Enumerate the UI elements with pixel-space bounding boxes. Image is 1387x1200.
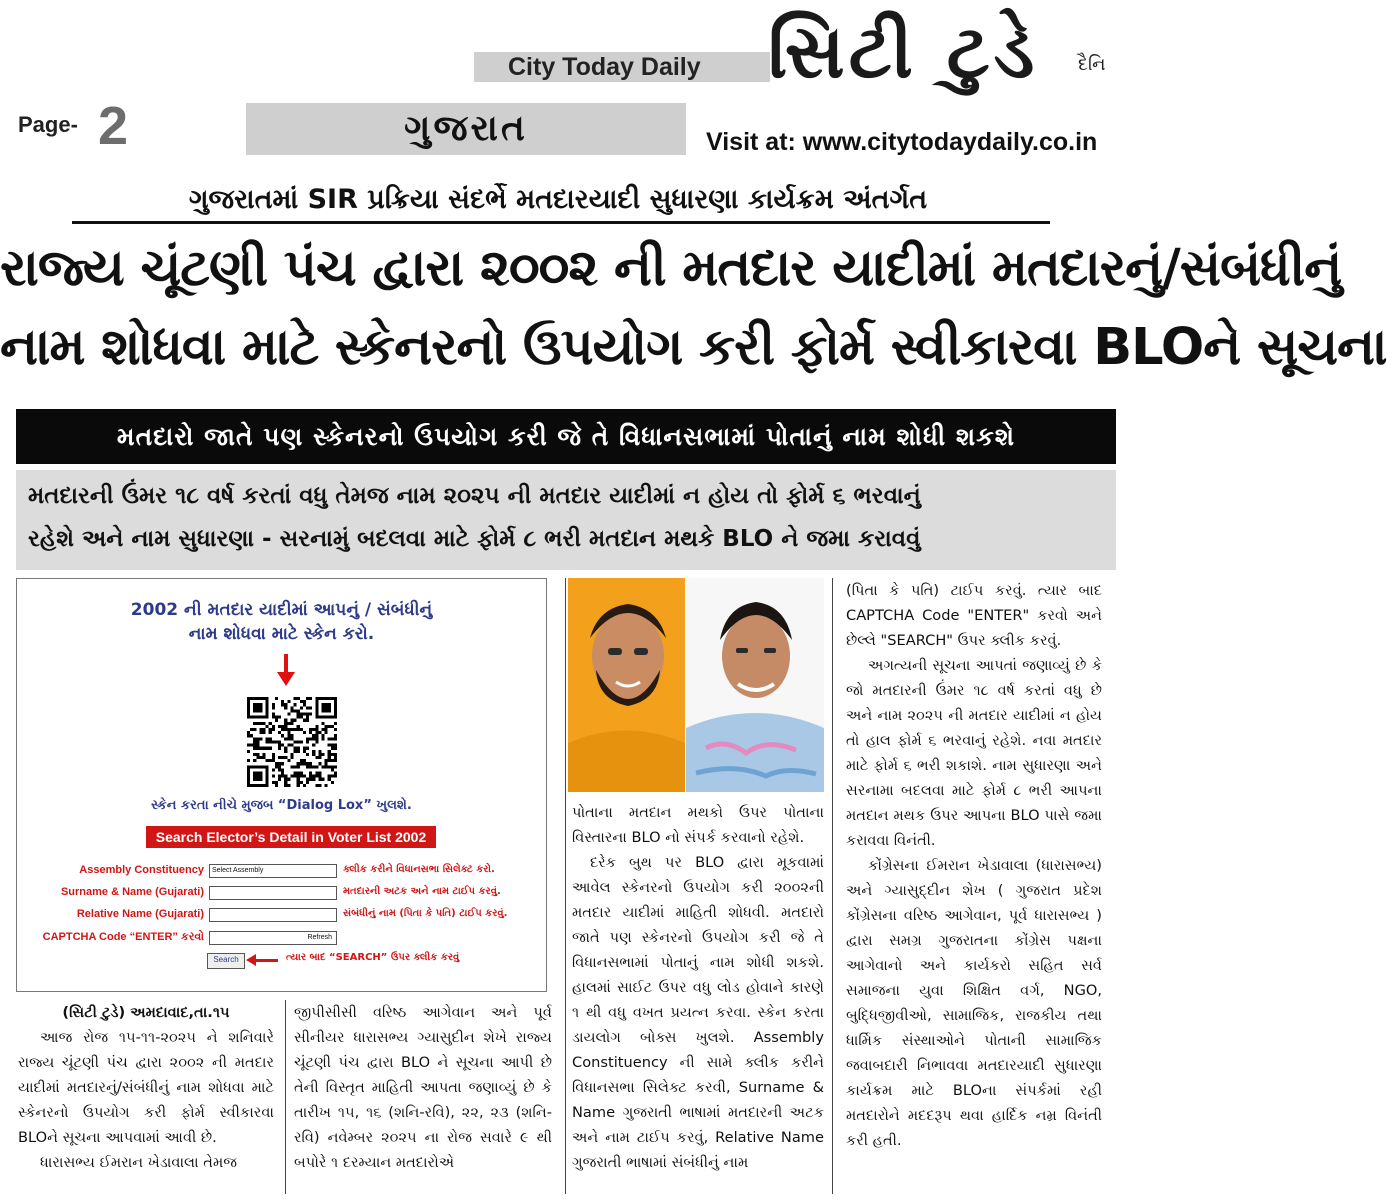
relative-name-input[interactable] [209, 908, 337, 922]
article-paragraph: આજ રોજ ૧૫-૧૧-૨૦૨૫ ને શનિવારે રાજ્ય ચૂંટણી પંચ દ્વારા ૨૦૦૨ ની મતદાર યાદીમાં મતદારનું/સંબંધીનું નામ શોધવા માટે સ્કેનરનો ઉપયોગ કરી ફોર્મ સ્વીકારવા BLOને સૂચના આપવામાં આવી છે. [18, 1029, 274, 1146]
brand-english: City Today Daily [508, 53, 701, 81]
article-column-1 [18, 1000, 274, 1175]
field-label-captcha: CAPTCHA Code “ENTER” કરવો [42, 931, 204, 943]
infographic-heading-line2: નામ શોધવા માટે સ્કેન કરો. [188, 624, 375, 644]
page-label: Page- [18, 112, 78, 137]
captcha-input[interactable]: Refresh [209, 931, 337, 945]
infographic-heading [16, 598, 547, 646]
website-link[interactable]: Visit at: www.citytodaydaily.co.in [706, 128, 1098, 156]
qr-code-icon[interactable] [247, 697, 337, 787]
deck-line1: મતદારની ઉંમર ૧૮ વર્ષ કરતાં વધુ તેમજ નામ ૨૦૨૫ ની મતદાર યાદીમાં ન હોય તો ફોર્મ ૬ ભરવાનું [28, 483, 921, 509]
article-paragraph: કોંગ્રેસના ઈમરાન ખેડાવાલા (ધારાસભ્ય) અને ગ્યાસુદ્દીન શેખ ( ગુજરાત પ્રદેશ કોંગ્રેસના વરિષ્ઠ આગેવાન, પૂર્વ ધારાસભ્ય ) દ્વારા સમગ્ર ગુજરાતના કોંગ્રેસ પક્ષના આગેવાનો અને કાર્યકરો સહિત સર્વ સમાજના યુવા શિક્ષિત વર્ગ, NGO, બુદ્ધિજીવીઓ, સામાજિક, રાજકીય તથા ધાર્મિક સંસ્થાઓને પોતાની સામાજિક જવાબદારી નિભાવવા મતદારયાદી સુધારણા કાર્યક્રમ માટે BLOના સંપર્કમાં રહી મતદારોને મદદરૂપ થવા હાર્દિક નમ્ર વિનંતી કરી હતી. [846, 857, 1102, 1149]
article-column-3 [572, 800, 824, 1175]
article-paragraph: ધારાસભ્ય ઈમરાન ખેડાવાલા તેમજ [40, 1154, 238, 1171]
brand-logo-gujarati: સિટી ટુડે [768, 9, 1039, 95]
page-number: 2 [98, 96, 129, 156]
field-label-assembly: Assembly Constituency [79, 864, 204, 876]
kicker-headline: ગુજરાતમાં SIR પ્રક્રિયા સંદર્ભે મતદારયાદી સુધારણા કાર્યક્રમ અંતર્ગત [188, 184, 928, 215]
assembly-select[interactable]: Select Assembly [209, 864, 337, 878]
strap-headline: મતદારો જાતે પણ સ્કેનરનો ઉપયોગ કરી જે તે વિધાનસભામાં પોતાનું નામ શોધી શકશે [16, 409, 1116, 464]
search-form-title: Search Elector’s Detail in Voter List 2002 [146, 826, 436, 848]
field-note-surname-name: મતદારની અટક અને નામ ટાઈપ કરવું. [343, 886, 501, 897]
main-headline-line2: નામ શોધવા માટે સ્કેનરનો ઉપયોગ કરી ફોર્મ સ્વીકારવા BLOને સૂચના [0, 318, 1387, 377]
surname-name-input[interactable] [209, 886, 337, 900]
article-paragraph: અગત્યની સૂચના આપતાં જણાવ્યું છે કે જો મતદારની ઉંમર ૧૮ વર્ષ કરતાં વધુ છે અને નામ ૨૦૨૫ ની મતદાર યાદીમાં ન હોય તો હાલ ફોર્મ ૬ ભરવાનું રહેશે. નવા મતદાર માટે ફોર્મ ૬ ભરી શકાશે. નામ સુધારણા અને સરનામા બદલવા માટે ફોર્મ ૮ ભરી આપના મતદાન મથક ઉપર આપના BLO પાસે જમા કરાવવા વિનંતી. [846, 657, 1102, 849]
main-headline-line1: રાજ્ય ચૂંટણી પંચ દ્વારા ૨૦૦૨ ની મતદાર યાદીમાં મતદારનું/સંબંધીનું [0, 239, 1342, 298]
portrait-photo-1 [568, 578, 685, 792]
dateline: (સિટી ટુડે) અમદાવાદ,તા.૧૫ [62, 1004, 230, 1021]
field-label-surname-name: Surname & Name (Gujarati) [60, 886, 204, 898]
section-name: ગુજરાત [404, 108, 528, 149]
column-rule [832, 578, 833, 1194]
infographic-heading-line1: 2002 ની મતદાર યાદીમાં આપનું / સંબંધીનું [130, 600, 433, 620]
search-note: ત્યાર બાદ “SEARCH” ઉપર ક્લીક કરવું [286, 952, 460, 963]
field-label-relative-name: Relative Name (Gujarati) [76, 908, 204, 920]
column-rule [285, 1000, 286, 1194]
article-column-2 [294, 1000, 552, 1175]
kicker-underline [72, 221, 1050, 224]
field-note-assembly: ક્લીક કરીને વિધાનસભા સિલેક્ટ કરો. [343, 864, 495, 875]
arrow-left-stem [250, 959, 278, 962]
dialog-instruction: સ્કેન કરતા નીચે મુજબ “Dialog Lox” ખુલશે. [151, 798, 412, 813]
article-paragraph: જીપીસીસી વરિષ્ઠ આગેવાન અને પૂર્વ સીનીયર ધારાસભ્ય ગ્યાસુદીન શેખે રાજ્ય ચૂંટણી પંચ દ્વારા BLO ને સૂચના આપી છે તેની વિસ્તૃત માહિતી આપતા જણાવ્યું છે કે તારીખ ૧૫, ૧૬ (શનિ-રવિ), ૨૨, ૨૩ (શનિ-રવિ) નવેમ્બર ૨૦૨૫ ના રોજ સવારે ૯ થી બપોરે ૧ દરમ્યાન મતદારોએ [294, 1004, 552, 1171]
article-paragraph: (પિતા કે પતિ) ટાઈપ કરવું. ત્યાર બાદ CAPTCHA Code "ENTER" કરવો અને છેલ્લે "SEARCH" ઉપર ક્લીક કરવું. [846, 582, 1102, 649]
portrait-photo-2 [686, 578, 824, 792]
article-paragraph: દરેક બુથ પર BLO દ્વારા મૂકવામાં આવેલ સ્કેનરનો ઉપયોગ કરી ૨૦૦૨ની મતદાર યાદીમાં માહિતી શોધવી. મતદારો જાતે પણ સ્કેનરનો ઉપયોગ કરી જે તે વિધાનસભામાં પોતાનું નામ શોધી શકશે. હાલમાં સાઈટ ઉપર વધુ લોડ હોવાને કારણે ૧ થી વધુ વખત પ્રયત્ન કરવા. સ્કેન કરતા ડાયલોગ બોક્સ ખુલશે. Assembly Constituency ની સામે ક્લીક કરીને વિધાનસભા સિલેક્ટ કરવી, Surname & Name ગુજરાતી ભાષામાં મતદારની અટક અને નામ ટાઈપ કરવું, Relative Name ગુજરાતી ભાષામાં સંબંધીનું નામ [572, 854, 824, 1171]
field-note-relative-name: સંબંધીનું નામ (પિતા કે પતિ) ટાઈપ કરવું. [343, 908, 508, 919]
deck-line2: રહેશે અને નામ સુધારણા - સરનામું બદલવા માટે ફોર્મ ૮ ભરી મતદાન મથકે BLO ને જમા કરાવવું [28, 526, 921, 552]
column-rule [565, 578, 566, 1194]
article-paragraph: પોતાના મતદાન મથકો ઉપર પોતાના વિસ્તારના BLO નો સંપર્ક કરવાનો રહેશે. [572, 804, 824, 846]
search-button[interactable]: Search [207, 953, 245, 969]
brand-tagline: દૈનિ [1078, 54, 1106, 75]
article-column-4 [846, 578, 1102, 1153]
